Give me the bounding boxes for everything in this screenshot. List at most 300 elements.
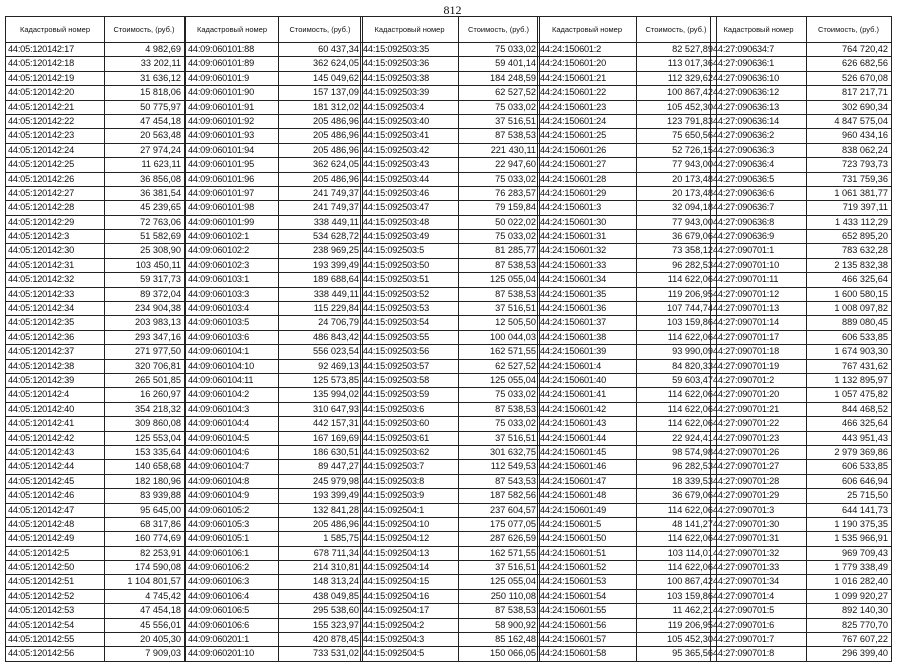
cadastral-number-cell: 44:09:060105:2 [186,504,279,517]
cadastral-number-cell: 44:27:090701:12 [711,288,807,301]
cadastral-number-cell: 44:05:120142:32 [6,273,105,286]
table-row [186,187,362,201]
table-row [538,187,716,201]
cost-cell: 77 943,00 [672,159,713,170]
cadastral-number-cell: 44:27:090636:2 [711,129,807,142]
cost-cell: 103 450,11 [135,259,181,270]
cadastral-number-cell: 44:09:060101:96 [186,173,279,186]
cadastral-number-cell: 44:24:150601:48 [538,489,637,502]
cadastral-number-cell: 44:24:150601:40 [538,374,637,387]
cadastral-number-cell: 44:15:092504:15 [361,575,459,588]
cost-cell: 157 137,09 [313,87,359,98]
table-row [538,230,716,244]
table-row [711,101,891,115]
cost-cell: 50 022,02 [495,216,536,227]
table-row [6,633,184,647]
table-row [6,57,184,71]
cadastral-number-cell: 44:05:120142:31 [6,259,105,272]
cadastral-number-cell: 44:09:060201:1 [186,633,279,646]
cadastral-number-cell: 44:27:090636:12 [711,86,807,99]
cadastral-number-cell: 44:05:120142:26 [6,173,105,186]
cadastral-number-cell: 44:27:090701:29 [711,489,807,502]
table-row [538,647,716,660]
table-row [538,590,716,604]
table-row [6,504,184,518]
table-row [186,489,362,503]
cost-cell: 12 505,50 [495,317,536,328]
cadastral-number-cell: 44:05:120142:33 [6,288,105,301]
table-row [538,604,716,618]
cadastral-number-cell: 44:24:150601:27 [538,158,637,171]
table-row [538,173,716,187]
cadastral-number-cell: 44:24:150601:33 [538,259,637,272]
cadastral-number-cell: 44:05:120142:19 [6,72,105,85]
cost-cell: 825 770,70 [842,619,888,630]
table-row [186,619,362,633]
table-row [6,647,184,660]
cadastral-number-cell: 44:15:092503:8 [361,475,459,488]
table-row [711,561,891,575]
cadastral-number-cell: 44:05:120142:53 [6,604,105,617]
header-cadastral-number: Кадастровый номер [361,17,459,42]
cadastral-number-cell: 44:15:092503:36 [361,57,459,70]
cost-cell: 87 538,53 [495,288,536,299]
table-row [538,446,716,460]
table-row [361,331,539,345]
cadastral-number-cell: 44:15:092503:9 [361,489,459,502]
cadastral-number-cell: 44:15:092503:39 [361,86,459,99]
table-row [186,590,362,604]
cadastral-number-cell: 44:24:150601:37 [538,316,637,329]
cost-cell: 75 650,56 [672,130,713,141]
cadastral-number-cell: 44:24:150601:30 [538,216,637,229]
table-row [538,417,716,431]
table-row [186,633,362,647]
cost-cell: 45 239,65 [140,202,181,213]
cadastral-number-cell: 44:15:092503:50 [361,259,459,272]
cadastral-number-cell: 44:24:150601:46 [538,460,637,473]
table-row [186,475,362,489]
cadastral-number-cell: 44:24:150601:34 [538,273,637,286]
cadastral-number-cell: 44:09:060101:88 [186,43,279,56]
cost-cell: 125 055,04 [490,274,536,285]
cost-cell: 287 626,59 [490,533,536,544]
cost-cell: 438 049,85 [313,590,359,601]
table-header [6,17,184,43]
cost-cell: 58 900,92 [495,619,536,630]
table-row [361,647,539,660]
cadastral-number-cell: 44:05:120142:29 [6,216,105,229]
table-row [538,273,716,287]
cost-cell: 92 469,13 [318,360,359,371]
cost-cell: 114 622,06 [667,418,713,429]
cost-cell: 1 057 475,82 [834,389,888,400]
table-row [361,475,539,489]
cost-cell: 100 044,03 [490,331,536,342]
table-row [711,86,891,100]
cost-cell: 20 563,48 [140,130,181,141]
table-row [711,115,891,129]
table-row [361,57,539,71]
table-row [6,101,184,115]
table-row [186,101,362,115]
cost-cell: 606 533,85 [842,461,888,472]
cadastral-number-cell: 44:09:060103:5 [186,316,279,329]
cost-cell: 75 033,02 [495,418,536,429]
cost-cell: 160 774,69 [135,533,181,544]
cost-cell: 354 218,32 [135,403,181,414]
cost-cell: 1 433 112,29 [835,216,888,227]
table-row [361,504,539,518]
cost-cell: 1 585,75 [323,533,359,544]
cadastral-number-cell: 44:05:120142:22 [6,115,105,128]
cost-cell: 96 282,53 [672,259,713,270]
table-row [361,316,539,330]
table-row [538,518,716,532]
cadastral-number-cell: 44:24:150601:5 [538,518,637,531]
cadastral-number-cell: 44:24:150601:42 [538,403,637,416]
table-row [538,403,716,417]
table-row [538,547,716,561]
table-row [6,561,184,575]
cost-cell: 96 282,53 [672,461,713,472]
cost-cell: 140 658,68 [135,461,181,472]
cost-cell: 4 745,42 [145,590,181,601]
cadastral-number-cell: 44:27:090701:32 [711,547,807,560]
cadastral-number-cell: 44:27:090636:13 [711,101,807,114]
cadastral-number-cell: 44:15:092503:41 [361,129,459,142]
cost-cell: 182 180,96 [135,475,181,486]
cost-cell: 89 447,27 [318,461,359,472]
table-row [361,201,539,215]
cadastral-number-cell: 44:24:150601:51 [538,547,637,560]
cost-cell: 112 549,53 [490,461,536,472]
table-row [711,173,891,187]
table-row [711,244,891,258]
table-row [711,201,891,215]
cadastral-number-cell: 44:15:092503:58 [361,374,459,387]
table-row [186,72,362,86]
cost-cell: 85 162,48 [495,634,536,645]
cost-cell: 31 636,12 [140,72,181,83]
cadastral-number-cell: 44:15:092503:44 [361,173,459,186]
cost-cell: 47 454,18 [140,115,181,126]
cost-cell: 16 260,97 [140,389,181,400]
cadastral-number-cell: 44:05:120142:55 [6,633,105,646]
table-row [711,216,891,230]
table-row [711,604,891,618]
cost-cell: 205 486,96 [313,144,359,155]
table-row [538,86,716,100]
table-row [538,619,716,633]
cost-cell: 75 033,02 [495,101,536,112]
cost-cell: 25 308,90 [140,245,181,256]
header-cost: Стоимость, (руб.) [467,25,529,34]
cadastral-number-cell: 44:27:090701:26 [711,446,807,459]
table-row [538,57,716,71]
table-row [711,273,891,287]
cost-cell: 87 543,53 [495,475,536,486]
cadastral-number-cell: 44:24:150601:4 [538,360,637,373]
cadastral-number-cell: 44:09:060101:98 [186,201,279,214]
cadastral-number-cell: 44:15:092503:49 [361,230,459,243]
cadastral-number-cell: 44:05:120142:54 [6,619,105,632]
cadastral-number-cell: 44:15:092504:10 [361,518,459,531]
cost-cell: 241 749,37 [313,202,359,213]
cadastral-number-cell: 44:05:120142:23 [6,129,105,142]
table-row [538,43,716,57]
table-row [6,547,184,561]
cadastral-number-cell: 44:27:090701:17 [711,331,807,344]
cadastral-number-cell: 44:27:090636:4 [711,158,807,171]
table-row [711,432,891,446]
cost-cell: 125 573,85 [313,374,359,385]
table-row [186,144,362,158]
cost-cell: 20 173,48 [672,173,713,184]
cadastral-number-cell: 44:24:150601:45 [538,446,637,459]
cost-cell: 59 603,47 [672,374,713,385]
cost-cell: 556 023,54 [313,346,359,357]
cost-cell: 969 709,43 [842,547,888,558]
cost-cell: 189 688,64 [313,274,359,285]
cost-cell: 93 990,09 [672,346,713,357]
cadastral-number-cell: 44:05:120142:34 [6,302,105,315]
table-row [361,86,539,100]
cost-cell: 606 646,94 [842,475,888,486]
cadastral-number-cell: 44:24:150601:38 [538,331,637,344]
cost-cell: 75 033,02 [495,389,536,400]
cadastral-number-cell: 44:15:092503:54 [361,316,459,329]
table-row [6,403,184,417]
cadastral-number-cell: 44:15:092503:51 [361,273,459,286]
cost-cell: 187 582,56 [490,490,536,501]
cost-cell: 767 607,22 [842,634,888,645]
cost-cell: 203 983,13 [135,317,181,328]
table-row [361,72,539,86]
table-row [6,173,184,187]
cost-cell: 817 217,71 [842,87,888,98]
cadastral-number-cell: 44:09:060105:1 [186,532,279,545]
table-row [711,374,891,388]
cadastral-number-cell: 44:27:090636:14 [711,115,807,128]
cadastral-number-cell: 44:09:060103:4 [186,302,279,315]
cost-cell: 214 310,81 [313,562,359,573]
table-row [6,374,184,388]
table-row [538,201,716,215]
cost-cell: 76 283,57 [495,187,536,198]
table-row [6,432,184,446]
cadastral-number-cell: 44:27:090701:10 [711,259,807,272]
cadastral-number-cell: 44:05:120142:51 [6,575,105,588]
cadastral-number-cell: 44:05:120142:25 [6,158,105,171]
cost-cell: 75 033,02 [495,44,536,54]
cadastral-number-cell: 44:27:090636:10 [711,72,807,85]
cost-cell: 36 679,06 [672,231,713,242]
cost-cell: 362 624,05 [313,159,359,170]
table-row [538,244,716,258]
cadastral-number-cell: 44:24:150601:43 [538,417,637,430]
cadastral-number-cell: 44:09:060104:2 [186,388,279,401]
cadastral-number-cell: 44:05:120142:36 [6,331,105,344]
cost-cell: 245 979,98 [313,475,359,486]
cadastral-number-cell: 44:15:092504:14 [361,561,459,574]
cadastral-number-cell: 44:27:090701:30 [711,518,807,531]
cadastral-number-cell: 44:27:090701:3 [711,504,807,517]
cost-cell: 731 759,36 [842,173,888,184]
table-row [711,345,891,359]
cost-cell: 889 080,45 [842,317,888,328]
cost-cell: 309 860,08 [135,418,181,429]
table-row [538,316,716,330]
table-row [538,374,716,388]
cadastral-number-cell: 44:24:150601:31 [538,230,637,243]
table-row [361,604,539,618]
table-row [711,417,891,431]
table-row [538,216,716,230]
cadastral-number-cell: 44:27:090701:20 [711,388,807,401]
cadastral-number-cell: 44:27:090701:21 [711,403,807,416]
table-row [361,187,539,201]
cost-cell: 644 141,73 [842,504,888,515]
table-row [186,244,362,258]
cadastral-number-cell: 44:15:092503:38 [361,72,459,85]
cost-cell: 72 763,06 [140,216,181,227]
cadastral-number-cell: 44:05:120142:45 [6,475,105,488]
table-row [6,532,184,546]
cadastral-number-cell: 44:15:092503:6 [361,403,459,416]
cadastral-number-cell: 44:05:120142:39 [6,374,105,387]
table-row [6,446,184,460]
table-row [361,144,539,158]
table-row [361,460,539,474]
cadastral-number-cell: 44:09:060105:3 [186,518,279,531]
cadastral-number-cell: 44:27:090701:4 [711,590,807,603]
table-row [361,43,539,57]
cadastral-number-cell: 44:15:092503:56 [361,345,459,358]
cost-cell: 103 159,86 [667,590,713,601]
cadastral-number-cell: 44:09:060101:94 [186,144,279,157]
table-row [6,475,184,489]
cost-cell: 114 622,06 [667,389,713,400]
cost-cell: 310 647,93 [313,403,359,414]
cadastral-number-cell: 44:09:060201:10 [186,647,279,660]
table-row [186,201,362,215]
cost-cell: 36 679,06 [672,490,713,501]
cost-cell: 250 110,08 [490,590,536,601]
table-row [711,360,891,374]
cost-cell: 162 571,55 [490,547,536,558]
cadastral-number-cell: 44:24:150601:22 [538,86,637,99]
cadastral-number-cell: 44:15:092503:4 [361,101,459,114]
cost-cell: 20 405,30 [140,634,181,645]
cost-cell: 892 140,30 [842,605,888,616]
table-row [6,129,184,143]
cost-cell: 100 867,42 [667,87,713,98]
header-cost: Стоимость, (руб.) [645,25,707,34]
cost-cell: 338 449,11 [313,216,359,227]
table-row [6,230,184,244]
table-row [711,288,891,302]
cadastral-number-cell: 44:27:090701:11 [711,273,807,286]
cost-cell: 420 878,45 [313,634,359,645]
cost-cell: 181 312,02 [313,101,359,112]
cadastral-number-cell: 44:24:150601:57 [538,633,637,646]
cost-cell: 79 159,84 [495,202,536,213]
cadastral-number-cell: 44:15:092504:12 [361,532,459,545]
cadastral-number-cell: 44:09:060103:3 [186,288,279,301]
table-row [186,288,362,302]
cadastral-number-cell: 44:15:092503:5 [361,244,459,257]
table-row [186,374,362,388]
cost-cell: 174 590,08 [135,562,181,573]
table-row [186,115,362,129]
table-row [186,604,362,618]
table-row [6,216,184,230]
cadastral-number-cell: 44:05:120142:3 [6,230,105,243]
cadastral-number-cell: 44:15:092503:48 [361,216,459,229]
table-row [711,331,891,345]
table-row [186,331,362,345]
table-row [186,446,362,460]
cadastral-number-cell: 44:05:120142:49 [6,532,105,545]
cadastral-number-cell: 44:15:092503:62 [361,446,459,459]
table-row [711,590,891,604]
table-row [186,532,362,546]
cadastral-number-cell: 44:09:060103:1 [186,273,279,286]
cadastral-number-cell: 44:05:120142:24 [6,144,105,157]
cadastral-number-cell: 44:09:060104:1 [186,345,279,358]
cadastral-number-cell: 44:15:092503:61 [361,432,459,445]
cost-cell: 51 582,69 [140,231,181,242]
cadastral-number-cell: 44:09:060104:8 [186,475,279,488]
cadastral-number-cell: 44:15:092503:53 [361,302,459,315]
cost-cell: 20 173,48 [672,187,713,198]
cost-cell: 1 099 920,27 [834,590,888,601]
cadastral-number-cell: 44:24:150601:36 [538,302,637,315]
cadastral-number-cell: 44:15:092503:60 [361,417,459,430]
cadastral-number-cell: 44:09:060104:11 [186,374,279,387]
cost-cell: 1 061 381,77 [834,187,888,198]
table-row [6,360,184,374]
table-row [186,259,362,273]
cost-cell: 115 229,84 [313,303,359,314]
table-row [538,460,716,474]
cadastral-number-cell: 44:24:150601:44 [538,432,637,445]
cost-cell: 1 535 966,91 [834,533,888,544]
cost-cell: 59 401,14 [495,58,536,69]
cadastral-number-cell: 44:09:060106:1 [186,547,279,560]
table-row [6,331,184,345]
table-row [711,388,891,402]
table-row [361,575,539,589]
table-row [361,633,539,647]
table-row [6,86,184,100]
cadastral-number-cell: 44:27:090701:8 [711,647,807,660]
table-row [711,475,891,489]
cost-cell: 486 843,42 [313,331,359,342]
cost-cell: 83 939,88 [140,490,181,501]
cadastral-number-cell: 44:05:120142:44 [6,460,105,473]
cadastral-number-cell: 44:09:060102:3 [186,259,279,272]
cadastral-number-cell: 44:24:150601:39 [538,345,637,358]
cadastral-number-cell: 44:15:092503:42 [361,144,459,157]
cost-cell: 112 329,62 [667,72,713,83]
cadastral-number-cell: 44:27:090701:14 [711,316,807,329]
cost-cell: 466 325,64 [842,274,888,285]
cadastral-table-2 [185,16,363,662]
table-row [538,432,716,446]
table-row [6,575,184,589]
